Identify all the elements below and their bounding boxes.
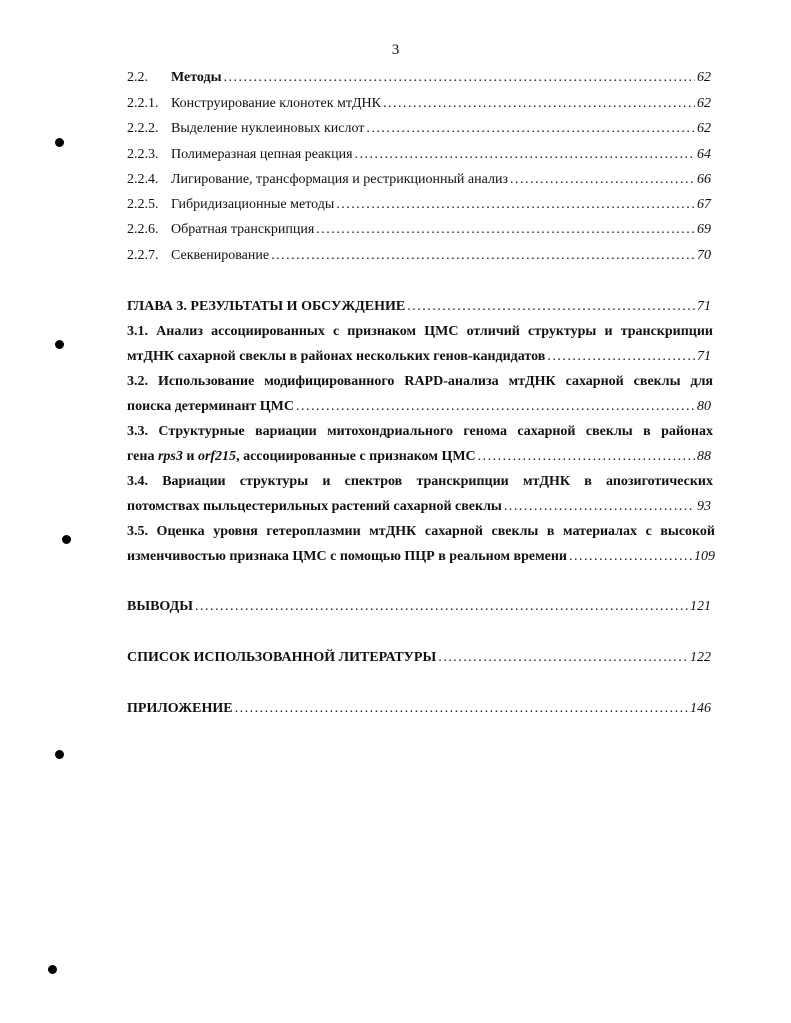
dot-leader <box>407 299 695 315</box>
toc-page: 66 <box>697 172 711 187</box>
toc-entry[interactable] <box>127 96 711 112</box>
toc-title: потомствах пыльцестерильных растений сахарной свеклы <box>127 499 502 514</box>
toc-title: изменчивостью признака ЦМС с помощью ПЦР в реальном времени <box>127 549 567 564</box>
scan-mark <box>62 535 71 544</box>
toc-page: 70 <box>697 248 711 263</box>
toc-title: поиска детерминант ЦМС <box>127 399 294 414</box>
toc-entry[interactable] <box>127 70 711 86</box>
dot-leader <box>316 222 695 238</box>
toc-conclusions[interactable] <box>127 599 711 615</box>
toc-entry[interactable] <box>127 147 711 163</box>
toc-page: 122 <box>690 650 711 665</box>
toc-title: Лигирование, трансформация и рестрикционный анализ <box>171 172 508 187</box>
dot-leader <box>547 349 695 365</box>
section-3-2-line1[interactable]: 3.2. Использование модифицированного RAPD-анализа мтДНК сахарной свеклы для <box>127 374 713 389</box>
toc-page: 67 <box>697 197 711 212</box>
toc-entry[interactable] <box>127 121 711 137</box>
toc-title: Обратная транскрипция <box>171 222 315 237</box>
toc-page: 93 <box>697 499 711 514</box>
section-3-3-line2[interactable] <box>127 449 711 465</box>
scan-mark <box>55 340 64 349</box>
dot-leader <box>569 549 692 565</box>
dot-leader <box>366 121 695 137</box>
toc-title: Конструирование клонотек мтДНК <box>171 96 381 111</box>
toc-number: 2.2.6. <box>127 222 159 237</box>
section-3-4-line1[interactable]: 3.4. Вариации структуры и спектров транскрипции мтДНК в апозиготических <box>127 474 713 489</box>
gene-name: rps3 <box>157 449 183 464</box>
toc-page: 121 <box>690 599 711 614</box>
toc-number: 2.2.4. <box>127 172 159 187</box>
toc-entry[interactable] <box>127 197 711 213</box>
toc-title: ПРИЛОЖЕНИЕ <box>127 701 233 716</box>
toc-appendix[interactable] <box>127 701 711 717</box>
chapter-title: ГЛАВА 3. РЕЗУЛЬТАТЫ И ОБСУЖДЕНИЕ <box>127 299 406 314</box>
section-3-1-line1[interactable]: 3.1. Анализ ассоциированных с признаком ЦМС отличий структуры и транскрипции <box>127 324 713 339</box>
toc-number: 2.2.1. <box>127 96 159 111</box>
toc-number: 2.2.2. <box>127 121 159 136</box>
toc-page: 69 <box>697 222 711 237</box>
dot-leader <box>296 399 695 415</box>
dot-leader <box>224 70 695 86</box>
toc-title: гена rps3 и orf215, ассоциированные с признаком ЦМС <box>127 449 476 464</box>
toc-page: 109 <box>694 549 715 564</box>
dot-leader <box>510 172 695 188</box>
scan-mark <box>48 965 57 974</box>
section-3-3-line1[interactable]: 3.3. Структурные вариации митохондриального генома сахарной свеклы в районах <box>127 424 713 439</box>
toc-page: 62 <box>697 70 711 85</box>
toc-references[interactable] <box>127 650 711 666</box>
toc-title: Гибридизационные методы <box>171 197 335 212</box>
toc-page: 62 <box>697 121 711 136</box>
toc-page: 88 <box>697 449 711 464</box>
dot-leader <box>383 96 695 112</box>
dot-leader <box>355 147 695 163</box>
toc-title: Методы <box>171 70 222 85</box>
toc-page: 146 <box>690 701 711 716</box>
scan-mark <box>55 750 64 759</box>
toc-number: 2.2.5. <box>127 197 159 212</box>
dot-leader <box>336 197 695 213</box>
toc-title: Секвенирование <box>171 248 270 263</box>
dot-leader <box>235 701 688 717</box>
section-3-1-line2[interactable] <box>127 349 711 365</box>
toc-number: 2.2. <box>127 70 148 85</box>
toc-page: 62 <box>697 96 711 111</box>
scan-mark <box>55 138 64 147</box>
toc-page: 64 <box>697 147 711 162</box>
toc-title: Выделение нуклеиновых кислот <box>171 121 365 136</box>
toc-page: 71 <box>697 349 711 364</box>
toc-title: мтДНК сахарной свеклы в районах нескольких генов-кандидатов <box>127 349 546 364</box>
dot-leader <box>271 248 695 264</box>
toc-title: СПИСОК ИСПОЛЬЗОВАННОЙ ЛИТЕРАТУРЫ <box>127 650 437 665</box>
toc-number: 2.2.7. <box>127 248 159 263</box>
dot-leader <box>478 449 695 465</box>
dot-leader <box>504 499 695 515</box>
toc-title: ВЫВОДЫ <box>127 599 193 614</box>
toc-page: 71 <box>697 299 711 314</box>
toc-chapter-3[interactable] <box>127 299 711 315</box>
toc-page: 80 <box>697 399 711 414</box>
toc-entry[interactable] <box>127 172 711 188</box>
toc-entry[interactable] <box>127 222 711 238</box>
toc-number: 2.2.3. <box>127 147 159 162</box>
section-3-2-line2[interactable] <box>127 399 711 415</box>
section-3-4-line2[interactable] <box>127 499 711 515</box>
section-3-5-line2[interactable] <box>127 549 715 565</box>
dot-leader <box>195 599 688 615</box>
section-3-5-line1[interactable]: 3.5. Оценка уровня гетероплазмии мтДНК сахарной свеклы в материалах с высокой <box>127 524 715 539</box>
page-number: 3 <box>391 42 400 58</box>
dot-leader <box>438 650 688 666</box>
gene-name: orf215 <box>197 449 237 464</box>
toc-title: Полимеразная цепная реакция <box>171 147 353 162</box>
toc-entry[interactable] <box>127 248 711 264</box>
